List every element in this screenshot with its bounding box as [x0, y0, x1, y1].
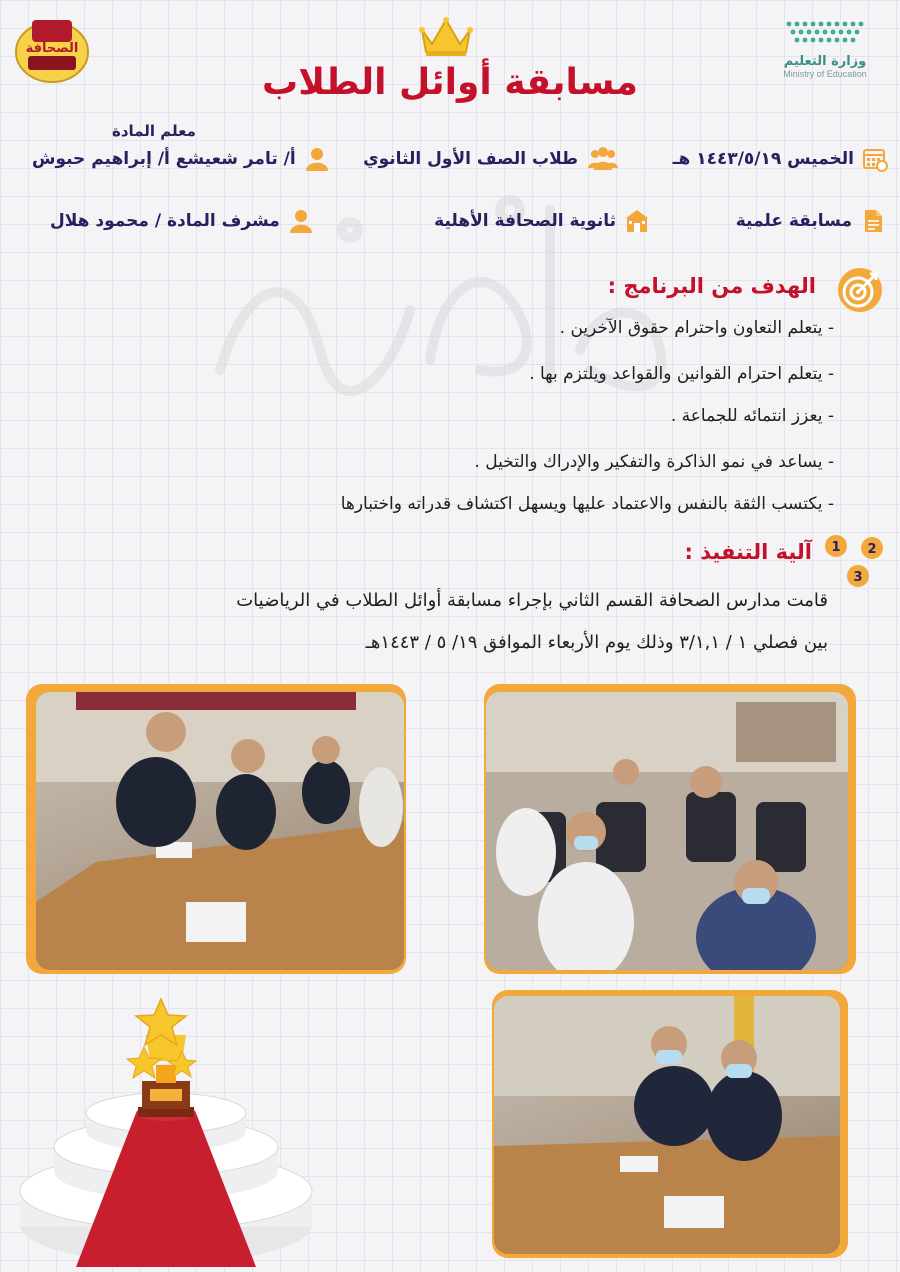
step-number: 2	[867, 542, 877, 557]
supervisor-text: مشرف المادة / محمود هلال	[50, 211, 280, 231]
goals-title: الهدف من البرنامج :	[607, 274, 816, 298]
goal-item: - يساعد في نمو الذاكرة والتفكير والإدراك والتخيل .	[474, 452, 834, 472]
info-date	[673, 146, 888, 172]
info-students	[363, 146, 620, 172]
info-school	[434, 208, 650, 234]
photo-students-seated	[486, 692, 848, 970]
steps-icon	[820, 532, 888, 592]
calendar-icon	[862, 146, 888, 172]
mechanism-line-2: بين فصلي ١ / ٣/١,١ وذلك يوم الأربعاء الموافق ١٩/ ٥ / ١٤٤٣هـ	[365, 632, 828, 653]
crown-icon	[418, 14, 474, 58]
ministry-name-en: Ministry of Education	[783, 69, 867, 79]
teachers-text: أ/ تامر شعيشع أ/ إبراهيم حبوش	[32, 149, 296, 169]
date-text: الخميس ١٤٤٣/٥/١٩ هـ	[672, 149, 854, 169]
group-icon	[586, 146, 620, 172]
trophy-icon	[16, 995, 316, 1267]
target-icon	[836, 266, 884, 314]
students-text: طلاب الصف الأول الثانوي	[363, 149, 578, 169]
photo-two-students	[494, 996, 840, 1254]
info-supervisor	[50, 208, 314, 234]
teacher-label: معلم المادة	[112, 122, 196, 140]
school-icon	[624, 208, 650, 234]
goal-item: - يتعلم التعاون واحترام حقوق الآخرين .	[559, 318, 834, 338]
goal-item: - يتعلم احترام القوانين والقواعد ويلتزم بها .	[529, 364, 834, 384]
ministry-dots-icon	[783, 18, 867, 48]
person-icon	[288, 208, 314, 234]
photo-students-table	[36, 692, 404, 970]
step-number: 3	[853, 570, 863, 585]
goal-item: - يعزز انتمائه للجماعة .	[670, 406, 834, 426]
person-icon	[304, 146, 330, 172]
info-type	[736, 208, 886, 234]
type-text: مسابقة علمية	[735, 211, 852, 231]
goal-item: - يكتسب الثقة بالنفس والاعتماد عليها ويسهل اكتشاف قدراته واختبارها	[340, 494, 834, 514]
mechanism-line-1: قامت مدارس الصحافة القسم الثاني بإجراء مسابقة أوائل الطلاب في الرياضيات	[236, 590, 828, 611]
document-icon	[860, 208, 886, 234]
page-title: مسابقة أوائل الطلاب	[262, 62, 638, 103]
step-number: 1	[831, 540, 841, 555]
ministry-name-ar: وزارة التعليم	[783, 54, 867, 69]
info-teachers	[32, 146, 330, 172]
logo-text: الصحافة	[25, 41, 79, 56]
mechanism-title: آلية التنفيذ :	[684, 540, 812, 564]
school-text: ثانوية الصحافة الأهلية	[434, 211, 616, 231]
